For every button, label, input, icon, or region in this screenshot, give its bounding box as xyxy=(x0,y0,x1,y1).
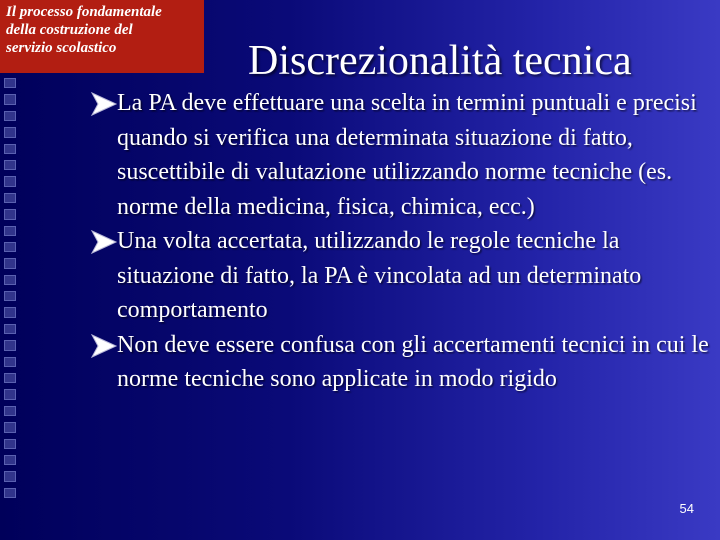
decorative-square xyxy=(4,373,16,383)
bullet-list xyxy=(90,86,710,397)
decorative-square xyxy=(4,389,16,399)
bullet-item xyxy=(90,328,710,397)
arrow-bullet-icon xyxy=(90,333,118,359)
decorative-square xyxy=(4,242,16,252)
bullet-text: Non deve essere confusa con gli accertamenti tecnici in cui le norme tecniche sono applicate in modo rigido xyxy=(117,331,709,392)
decorative-square xyxy=(4,226,16,236)
decorative-square xyxy=(4,324,16,334)
decorative-square xyxy=(4,127,16,137)
decorative-square xyxy=(4,439,16,449)
header-line: Il processo fondamentale xyxy=(6,4,162,20)
decorative-square xyxy=(4,471,16,481)
decorative-square xyxy=(4,193,16,203)
decorative-square xyxy=(4,275,16,285)
decorative-square xyxy=(4,488,16,498)
decorative-square xyxy=(4,307,16,317)
decorative-square xyxy=(4,406,16,416)
decorative-square xyxy=(4,111,16,121)
bullet-text: Una volta accertata, utilizzando le regole tecniche la situazione di fatto, la PA è vincolata ad un determinato comportamento xyxy=(117,228,642,323)
decorative-square xyxy=(4,160,16,170)
page-number: 54 xyxy=(679,501,694,516)
decorative-square xyxy=(4,291,16,301)
header-box xyxy=(0,0,204,73)
decorative-square xyxy=(4,422,16,432)
arrow-bullet-icon xyxy=(90,91,118,117)
decorative-square xyxy=(4,455,16,465)
header-line: servizio scolastico xyxy=(6,40,117,56)
decorative-square xyxy=(4,78,16,88)
header-line: della costruzione del xyxy=(6,22,133,38)
decorative-square xyxy=(4,94,16,104)
decorative-square xyxy=(4,209,16,219)
decorative-square xyxy=(4,357,16,367)
arrow-bullet-icon xyxy=(90,229,118,255)
bullet-text: La PA deve effettuare una scelta in termini puntuali e precisi quando si verifica una determinata situazione di fatto, suscettibile di valutazione utilizzando norme tecniche (es. norme della medicina, fisica, chimica, ecc.) xyxy=(117,90,697,220)
decorative-square-strip xyxy=(4,78,18,498)
decorative-square xyxy=(4,176,16,186)
bullet-item xyxy=(90,224,710,328)
decorative-square xyxy=(4,258,16,268)
bullet-item xyxy=(90,86,710,224)
decorative-square xyxy=(4,340,16,350)
slide-title: Discrezionalità tecnica xyxy=(248,38,632,84)
decorative-square xyxy=(4,144,16,154)
